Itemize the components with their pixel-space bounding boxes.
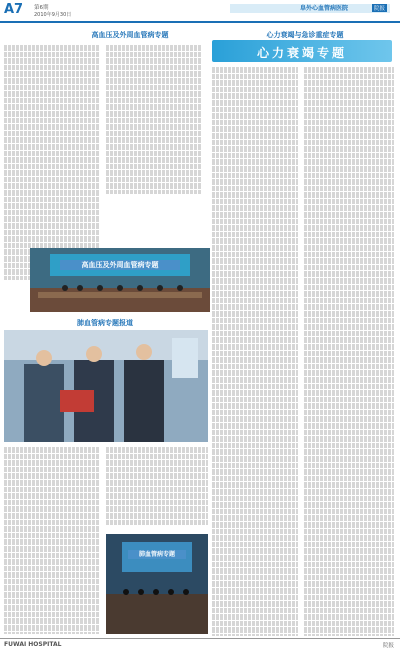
issue-date: 2010年9月30日 bbox=[34, 12, 72, 18]
article1-title: 高血压及外周血管病专题 bbox=[91, 31, 169, 39]
conference-hall-image bbox=[30, 248, 210, 312]
header-banner: 阜外心血管病医院 bbox=[300, 5, 349, 12]
photo3-caption: 肺血管病专题 bbox=[128, 550, 186, 559]
article2-column1 bbox=[212, 66, 298, 636]
award-ceremony-image bbox=[4, 330, 208, 442]
article2-banner bbox=[212, 40, 392, 62]
award-ceremony-photo bbox=[4, 330, 208, 442]
article3-column2 bbox=[106, 446, 208, 526]
category-badge: 院报 bbox=[374, 6, 386, 12]
article1-column1 bbox=[4, 44, 100, 280]
article2-banner-text: 心力衰竭专题 bbox=[256, 46, 347, 60]
page-header bbox=[0, 0, 400, 22]
footer-tag: 院报 bbox=[382, 643, 394, 649]
footer-hospital-name: FUWAI HOSPITAL bbox=[4, 641, 62, 648]
article2-column2 bbox=[304, 66, 394, 636]
page-number: A7 bbox=[4, 2, 24, 17]
conference-photo-pulmonary bbox=[106, 534, 208, 634]
article3-column1 bbox=[4, 446, 100, 634]
pulmonary-conference-image bbox=[106, 534, 208, 634]
conference-photo-hypertension bbox=[30, 248, 210, 312]
issue-label: 第6期 bbox=[34, 5, 49, 11]
photo1-caption: 高血压及外周血管病专题 bbox=[60, 260, 180, 270]
header-divider bbox=[0, 21, 400, 23]
article1-column2 bbox=[106, 44, 202, 194]
article3-title: 肺血管病专题报道 bbox=[77, 319, 133, 327]
article2-title: 心力衰竭与急诊重症专题 bbox=[266, 31, 344, 39]
page-footer bbox=[0, 638, 400, 650]
